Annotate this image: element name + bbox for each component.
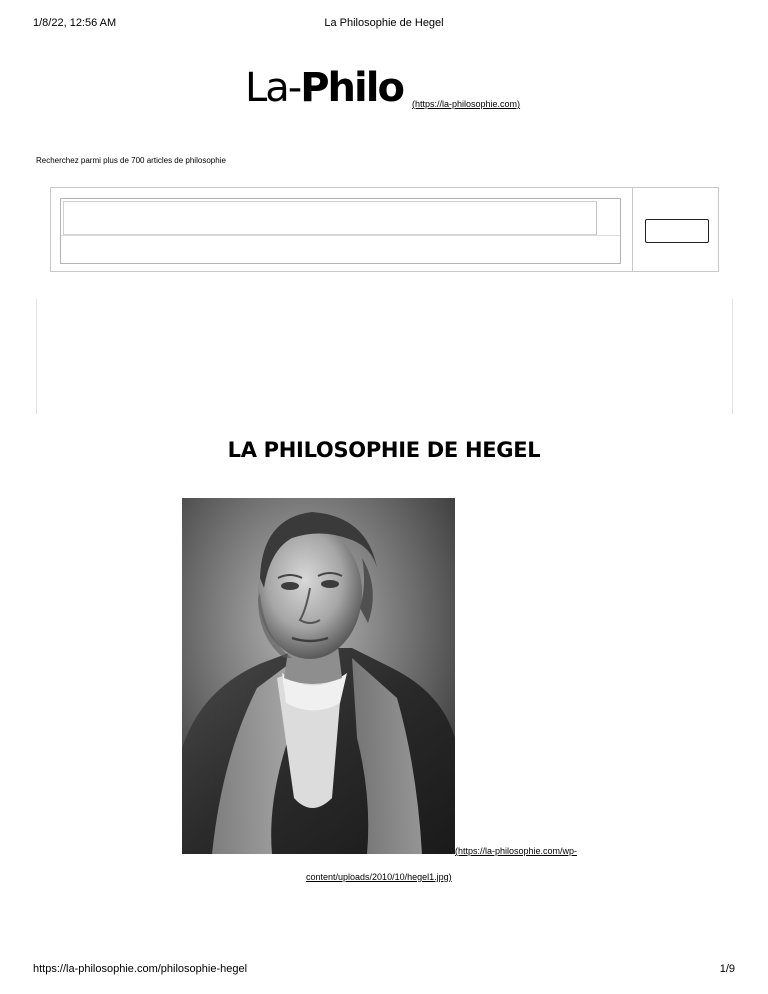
logo-text-la: La- bbox=[245, 65, 301, 111]
search-column-divider bbox=[632, 188, 633, 271]
hegel-portrait[interactable] bbox=[182, 498, 455, 854]
print-url: https://la-philosophie.com/philosophie-hegel bbox=[33, 963, 248, 975]
print-page-title: La Philosophie de Hegel bbox=[324, 17, 444, 29]
ad-frame-left-edge bbox=[36, 299, 37, 414]
search-field-wrapper bbox=[60, 198, 621, 264]
print-page-number: 1/9 bbox=[719, 963, 735, 975]
search-field-divider bbox=[61, 235, 620, 236]
search-input-edge bbox=[596, 201, 597, 235]
image-link-line-1[interactable]: (https://la-philosophie.com/wp- bbox=[455, 846, 578, 856]
search-input[interactable] bbox=[63, 201, 596, 235]
ad-frame-right-edge bbox=[732, 299, 733, 414]
search-widget bbox=[50, 187, 719, 272]
image-link-line-2[interactable]: content/uploads/2010/10/hegel1.jpg) bbox=[306, 872, 452, 882]
site-logo[interactable] bbox=[245, 66, 403, 110]
print-date: 1/8/22, 12:56 AM bbox=[33, 17, 117, 29]
search-hint: Recherchez parmi plus de 700 articles de philosophie bbox=[36, 156, 226, 165]
logo-link[interactable]: (https://la-philosophie.com) bbox=[412, 99, 521, 109]
logo-text-philo: Philo bbox=[300, 65, 403, 111]
search-button[interactable] bbox=[645, 219, 709, 243]
article-title: LA PHILOSOPHIE DE HEGEL bbox=[227, 438, 541, 462]
